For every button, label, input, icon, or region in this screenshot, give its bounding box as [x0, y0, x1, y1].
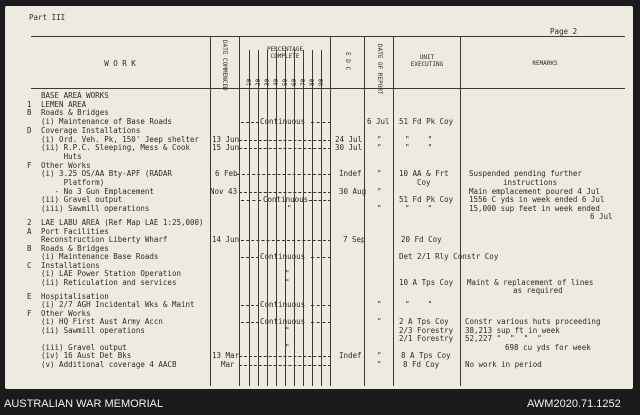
progress-dash — [239, 140, 331, 141]
pct-label: 40 — [273, 78, 280, 86]
col-divider — [393, 36, 394, 386]
row-unit: 2/3 Forestry — [399, 326, 454, 335]
progress-dash — [241, 257, 259, 258]
row-key: D — [27, 126, 32, 135]
col-divider — [210, 36, 211, 386]
row-unit: " " — [405, 143, 433, 152]
row-commenced: 6 Feb — [215, 169, 238, 178]
row-edc: 7 Sep — [343, 235, 366, 244]
pct-label: 80 — [309, 78, 316, 86]
row-commenced: Nov 43 — [210, 187, 238, 196]
row-edc: 30 Aug — [339, 187, 367, 196]
archive-footer — [0, 393, 640, 415]
row-unit: 10 AA & Frt — [399, 169, 449, 178]
row-work: Huts — [41, 152, 82, 161]
header-date-of-report: DATE OF REPORT — [376, 44, 383, 95]
row-remarks: instructions — [503, 178, 558, 187]
row-work: Roads & Bridges — [41, 244, 109, 253]
row-remarks: 1556 C yds in week ended 6 Jul — [469, 195, 605, 204]
progress-dash — [239, 148, 331, 149]
row-remarks: Suspended pending further — [469, 169, 582, 178]
pct-label: 70 — [300, 78, 307, 86]
row-work: LEMEN AREA — [41, 100, 87, 109]
row-key: 1 — [27, 100, 32, 109]
header-remarks: REMARKS — [532, 60, 558, 67]
row-key: F — [27, 161, 32, 170]
row-work: (v) Additional coverage 4 AACB — [41, 360, 177, 369]
row-work: (i) HQ First Aust Army Accn — [41, 317, 163, 326]
row-unit: " " — [405, 204, 433, 213]
row-key: A — [27, 227, 32, 236]
row-remarks: Constr various huts proceeding — [465, 317, 601, 326]
row-edc: Indef — [339, 351, 362, 360]
row-remarks: as required — [513, 286, 563, 295]
row-key: B — [27, 108, 32, 117]
row-remarks: Main emplacement poured 4 Jul — [469, 187, 600, 196]
progress-dash — [239, 365, 331, 366]
row-work: (iv) 16 Aust Det Bks — [41, 351, 132, 360]
pct-label: 20 — [255, 78, 262, 86]
row-commenced: 14 Jun — [212, 235, 240, 244]
row-progress: Continuous — [260, 317, 306, 326]
row-report: " — [377, 360, 382, 369]
row-work: Roads & Bridges — [41, 108, 109, 117]
header-edc: E D C — [344, 52, 351, 71]
row-key: C — [27, 261, 32, 270]
row-work: (iii) Gravel output — [41, 343, 127, 352]
footer-institution: AUSTRALIAN WAR MEMORIAL — [4, 398, 164, 410]
row-report: " — [377, 351, 382, 360]
row-progress: " — [285, 278, 290, 287]
page-number: Page 2 — [550, 27, 578, 36]
row-key: 2 — [27, 218, 32, 227]
row-work: (ii) Gravel output — [41, 195, 123, 204]
progress-dash — [241, 322, 259, 323]
progress-dash — [311, 122, 331, 123]
progress-dash — [237, 174, 331, 175]
pct-label: 60 — [291, 78, 298, 86]
pct-rule — [285, 50, 286, 386]
row-unit: 20 Fd Coy — [401, 235, 442, 244]
pct-rule — [249, 50, 250, 386]
header-unit-executing: UNIT EXECUTING — [410, 54, 444, 68]
row-unit: " " — [405, 135, 433, 144]
pct-rule — [321, 50, 322, 386]
footer-reference: AWM2020.71.1252 — [527, 398, 621, 410]
row-edc: Indef — [339, 169, 362, 178]
col-divider — [364, 36, 365, 386]
row-progress: Continuous — [260, 117, 306, 126]
row-work: Reconstruction Liberty Wharf — [41, 235, 168, 244]
row-report: " — [377, 169, 382, 178]
row-commenced: 15 Jun — [212, 143, 240, 152]
pct-label: 90 — [318, 78, 325, 86]
pct-label: 30 — [264, 78, 271, 86]
pct-rule — [312, 50, 313, 386]
row-work: (i) Ord. Veh. Pk, 150' Jeep shelter — [41, 135, 200, 144]
header-work: W O R K — [104, 59, 136, 68]
row-work: BASE AREA WORKS — [41, 91, 109, 100]
row-work: (iii) Sawmill operations — [41, 204, 150, 213]
row-edc: 24 Jul — [335, 135, 363, 144]
row-progress: Continuous — [260, 252, 306, 261]
pct-rule — [258, 50, 259, 386]
row-remarks: Maint & replacement of lines — [467, 278, 594, 287]
progress-dash — [239, 356, 331, 357]
progress-dash — [311, 305, 331, 306]
header-date-commenced: DATE COMMENCED — [221, 40, 228, 91]
row-remarks: 38,213 sup ft in week — [465, 326, 560, 335]
progress-dash — [239, 192, 331, 193]
row-work: Other Works — [41, 309, 91, 318]
row-progress: " — [285, 269, 290, 278]
row-remarks: 52,227 " " " " — [465, 334, 542, 343]
row-work: Installations — [41, 261, 100, 270]
row-unit: 51 Fd Pk Coy — [399, 117, 454, 126]
row-progress: Continuous — [260, 300, 306, 309]
row-report: " — [377, 135, 382, 144]
row-report: " — [377, 317, 382, 326]
row-unit: 51 Fd Pk Coy — [399, 195, 454, 204]
row-unit: 2 A Tps Coy — [399, 317, 449, 326]
row-work: Hospitalisation — [41, 292, 109, 301]
row-work: Coverage Installations — [41, 126, 141, 135]
col-divider — [239, 36, 240, 386]
header-bottom-rule — [31, 88, 625, 89]
progress-dash — [241, 200, 261, 201]
row-unit: 2/1 Forestry — [399, 334, 454, 343]
col-divider — [330, 36, 331, 386]
progress-dash — [241, 122, 259, 123]
row-report: 6 Jul — [367, 117, 390, 126]
row-key: B — [27, 244, 32, 253]
row-work: (i) 3.25 OS/AA Bty-APF (RADAR — [41, 169, 172, 178]
pct-rule — [294, 50, 295, 386]
row-commenced: Mar — [221, 360, 235, 369]
header-percentage-complete: PERCENTAGE COMPLETE — [266, 46, 304, 60]
row-work: Platform) — [41, 178, 105, 187]
row-work: (i) LAE Power Station Operation — [41, 269, 181, 278]
row-work: - No 3 Gun Emplacement — [41, 187, 154, 196]
pct-label: 50 — [282, 78, 289, 86]
pct-rule — [303, 50, 304, 386]
progress-dash — [241, 240, 331, 241]
progress-dash — [311, 257, 331, 258]
row-unit: 8 Fd Coy — [403, 360, 440, 369]
row-commenced: 13 Mar — [212, 351, 240, 360]
row-progress: Continuous — [263, 195, 309, 204]
row-edc: 30 Jul — [335, 143, 363, 152]
row-remarks: No work in period — [465, 360, 542, 369]
pct-label: 10 — [246, 78, 253, 86]
document-sheet — [5, 6, 633, 389]
table-top-rule — [31, 36, 625, 37]
row-work: Port Facilities — [41, 227, 109, 236]
row-report: " — [377, 300, 382, 309]
pct-rule — [267, 50, 268, 386]
progress-dash — [309, 200, 331, 201]
progress-dash — [241, 305, 259, 306]
row-report: " — [377, 143, 382, 152]
progress-dash — [311, 322, 331, 323]
row-work: LAE LABU AREA (Ref Map LAE 1:25,000) — [41, 218, 204, 227]
row-report: " — [377, 187, 382, 196]
row-work: (i) 2/7 AGH Incidental Wks & Maint — [41, 300, 195, 309]
row-unit: Coy — [417, 178, 431, 187]
row-work: (ii) Reticulation and services — [41, 278, 177, 287]
row-remarks: 698 cu yds for week — [505, 343, 591, 352]
row-progress: " — [285, 343, 290, 352]
row-progress: " — [287, 204, 292, 213]
row-unit: 10 A Tps Coy — [399, 278, 454, 287]
row-work: Other Works — [41, 161, 91, 170]
col-divider — [460, 36, 461, 386]
row-remarks: 15,000 sup feet in week ended — [469, 204, 600, 213]
row-work: (i) Maintenance of Base Roads — [41, 117, 172, 126]
row-report: " — [377, 204, 382, 213]
row-key: E — [27, 292, 32, 301]
row-commenced: 13 Jun — [212, 135, 240, 144]
row-work: (ii) R.P.C. Sleeping, Mess & Cook — [41, 143, 191, 152]
row-unit: " " — [405, 300, 433, 309]
row-unit: 8 A Tps Coy — [401, 351, 451, 360]
row-key: F — [27, 309, 32, 318]
part-label: Part III — [29, 13, 66, 22]
row-work: (ii) Sawmill operations — [41, 326, 145, 335]
row-remarks: 6 Jul — [590, 212, 613, 221]
row-unit: Det 2/1 Rly Constr Coy — [399, 252, 499, 261]
pct-rule — [276, 50, 277, 386]
row-progress: " — [285, 326, 290, 335]
row-work: (i) Maintenance Base Roads — [41, 252, 159, 261]
